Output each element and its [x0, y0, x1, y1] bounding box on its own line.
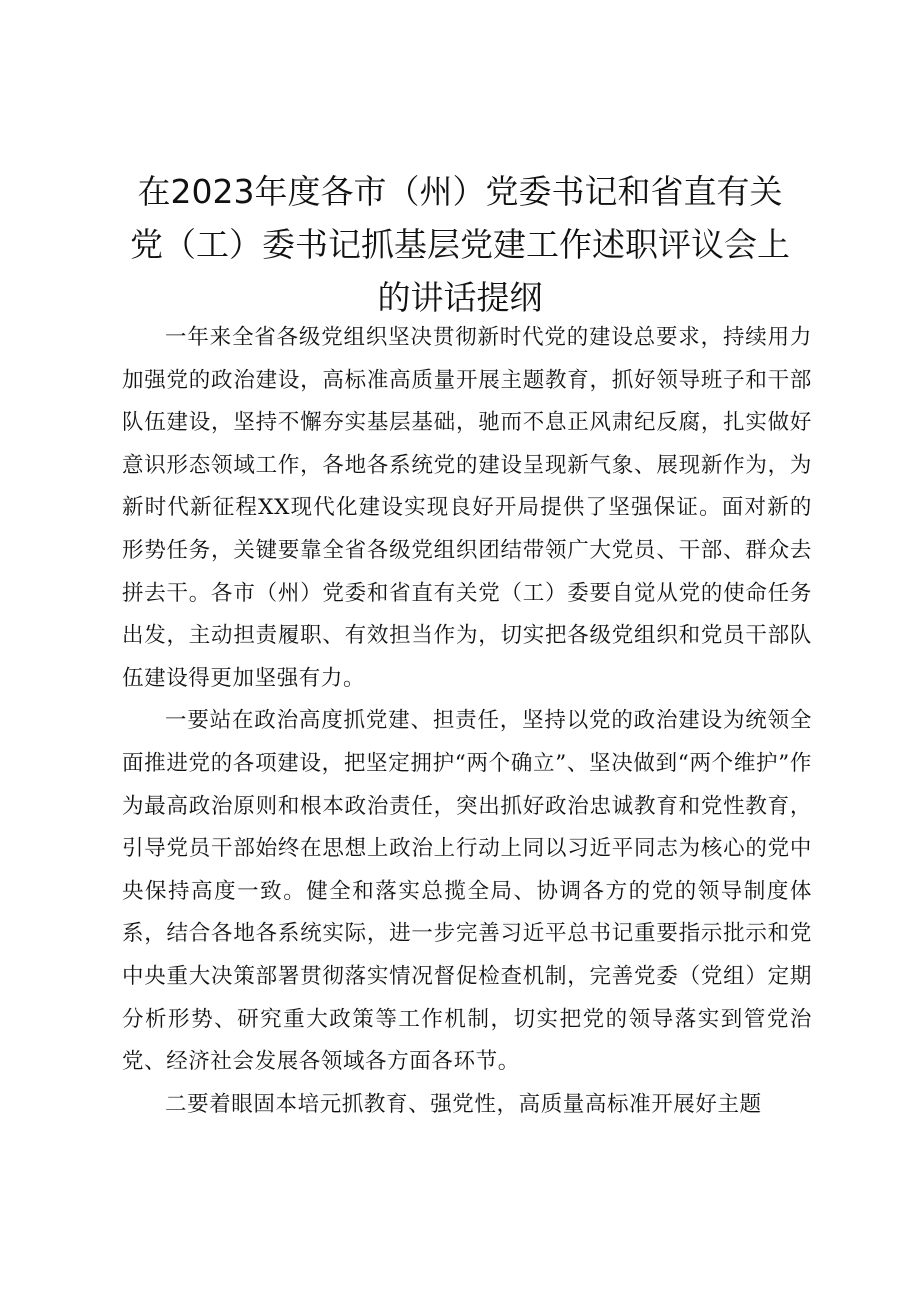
title-line-2: 党（工）委书记抓基层党建工作述职评议会上	[130, 225, 790, 264]
paragraph-intro: 一年来全省各级党组织坚决贯彻新时代党的建设总要求，持续用力加强党的政治建设，高标准高质量开展主题教育，抓好领导班子和干部队伍建设，坚持不懈夯实基层基础，驰而不息正风肃纪反腐，扎实做好意识形态领域工作，各地各系统党的建设呈现新气象、展现新作为，为新时代新征程XX现代化建设实现良好开局提供了坚强保证。面对新的形势任务，关键要靠全省各级党组织团结带领广大党员、干部、群众去拼去干。各市（州）党委和省直有关党（工）委要自觉从党的使命任务出发，主动担责履职、有效担当作为，切实把各级党组织和党员干部队伍建设得更加坚强有力。	[122, 325, 812, 691]
paragraph-point-two: 二要着眼固本培元抓教育、强党性，高质量高标准开展好主题	[165, 1091, 762, 1117]
document-title	[120, 165, 800, 324]
paragraph-point-one: 一要站在政治高度抓党建、担责任，坚持以党的政治建设为统领全面推进党的各项建设，把坚定拥护“两个确立”、坚决做到“两个维护”作为最高政治原则和根本政治责任，突出抓好政治忠诚教育和党性教育，引导党员干部始终在思想上政治上行动上同以习近平同志为核心的党中央保持高度一致。健全和落实总揽全局、协调各方的党的领导制度体系，结合各地各系统实际，进一步完善习近平总书记重要指示批示和党中央重大决策部署贯彻落实情况督促检查机制，完善党委（党组）定期分析形势、研究重大政策等工作机制，切实把党的领导落实到管党治党、经济社会发展各领域各方面各环节。	[122, 708, 812, 1075]
title-line-3: 的讲话提纲	[377, 278, 543, 317]
title-line-1: 在2023年度各市（州）党委书记和省直有关	[137, 172, 783, 211]
document-body	[122, 317, 812, 1126]
